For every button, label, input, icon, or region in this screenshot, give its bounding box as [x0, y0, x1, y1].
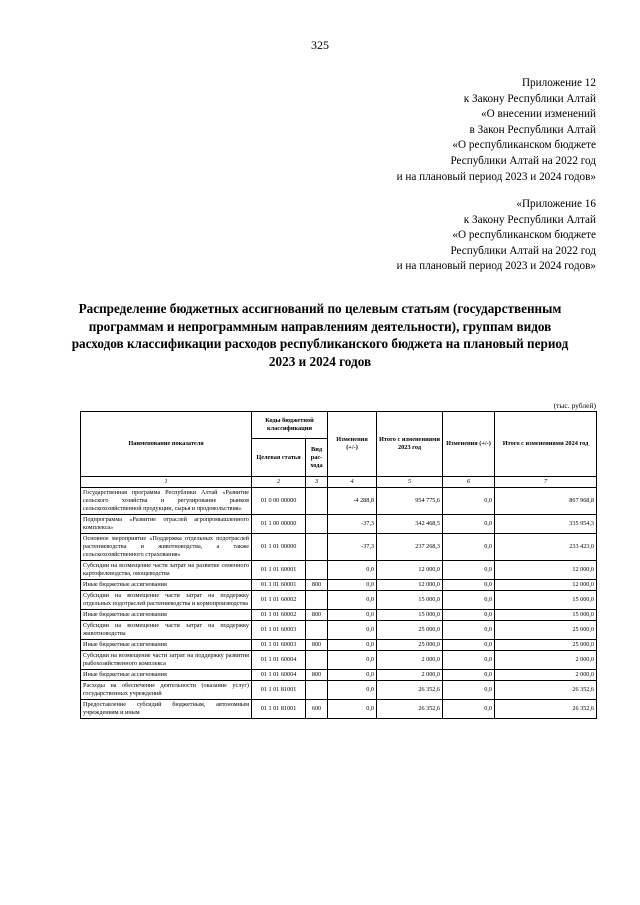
- budget-table: [80, 411, 597, 719]
- total-2023-cell: 342 468,5: [377, 515, 443, 534]
- target-code-cell: 01 1 01 81001: [252, 700, 306, 719]
- total-2024-cell: 26 352,6: [495, 681, 597, 700]
- table-row: [81, 561, 597, 580]
- appendix-16-heading: [397, 197, 596, 275]
- row-name-cell: Иные бюджетные ассигнования: [81, 580, 252, 591]
- change-2023-cell: 0,0: [328, 700, 377, 719]
- expense-kind-cell: 800: [306, 580, 328, 591]
- table-row: [81, 580, 597, 591]
- header-total-2024: Итого с изменениями 2024 год: [495, 412, 597, 477]
- column-index-row: [81, 477, 597, 488]
- total-2024-cell: 2 000,0: [495, 651, 597, 670]
- page-number: 325: [311, 38, 329, 52]
- appendix-line: «О республиканском бюджете: [452, 139, 596, 152]
- expense-kind-cell: 800: [306, 610, 328, 621]
- target-code-cell: 01 1 01 60001: [252, 580, 306, 591]
- change-2024-cell: 0,0: [443, 515, 495, 534]
- table-row: [81, 610, 597, 621]
- change-2023-cell: 0,0: [328, 670, 377, 681]
- change-2023-cell: 0,0: [328, 640, 377, 651]
- change-2023-cell: 0,0: [328, 610, 377, 621]
- table-row: [81, 700, 597, 719]
- change-2023-cell: 0,0: [328, 681, 377, 700]
- total-2024-cell: 335 954,3: [495, 515, 597, 534]
- expense-kind-cell: [306, 651, 328, 670]
- total-2024-cell: 25 000,0: [495, 621, 597, 640]
- appendix-12-heading: [397, 76, 596, 185]
- change-2024-cell: 0,0: [443, 534, 495, 561]
- target-code-cell: 01 1 01 60003: [252, 640, 306, 651]
- total-2023-cell: 25 000,0: [377, 640, 443, 651]
- expense-kind-cell: [306, 621, 328, 640]
- target-code-cell: 01 1 01 81001: [252, 681, 306, 700]
- change-2023-cell: 0,0: [328, 580, 377, 591]
- appendix-line: в Закон Республики Алтай: [469, 123, 596, 136]
- index-cell: 2: [252, 477, 306, 488]
- expense-kind-cell: [306, 561, 328, 580]
- total-2023-cell: 26 352,6: [377, 700, 443, 719]
- total-2023-cell: 2 000,0: [377, 670, 443, 681]
- total-2024-cell: 12 000,0: [495, 580, 597, 591]
- total-2024-cell: 867 968,8: [495, 488, 597, 515]
- table-row: [81, 515, 597, 534]
- row-name-cell: Субсидии на возмещение части затрат на поддержку развития рыбохозяйственного комплекса: [81, 651, 252, 670]
- change-2023-cell: 0,0: [328, 591, 377, 610]
- appendix-line: и на плановый период 2023 и 2024 годов»: [396, 260, 596, 273]
- table-row: [81, 534, 597, 561]
- row-name-cell: Субсидии на возмещение части затрат на поддержку отдельных подотраслей растениеводства и кормопроизводства: [81, 591, 252, 610]
- total-2023-cell: 25 000,0: [377, 621, 443, 640]
- change-2024-cell: 0,0: [443, 621, 495, 640]
- change-2023-cell: -4 288,8: [328, 488, 377, 515]
- total-2023-cell: 26 352,6: [377, 681, 443, 700]
- header-codes: Коды бюджетной классификации: [252, 412, 328, 439]
- table-row: [81, 670, 597, 681]
- appendix-line: «О республиканском бюджете: [452, 229, 596, 242]
- total-2023-cell: 2 000,0: [377, 651, 443, 670]
- change-2023-cell: -37,3: [328, 534, 377, 561]
- table-row: [81, 591, 597, 610]
- row-name-cell: Иные бюджетные ассигнования: [81, 610, 252, 621]
- total-2023-cell: 954 775,6: [377, 488, 443, 515]
- target-code-cell: 01 1 01 60002: [252, 591, 306, 610]
- expense-kind-cell: [306, 591, 328, 610]
- table-row: [81, 681, 597, 700]
- target-code-cell: 01 1 00 00000: [252, 515, 306, 534]
- change-2024-cell: 0,0: [443, 651, 495, 670]
- change-2024-cell: 0,0: [443, 488, 495, 515]
- target-code-cell: 01 0 00 00000: [252, 488, 306, 515]
- row-name-cell: Иные бюджетные ассигнования: [81, 640, 252, 651]
- change-2024-cell: 0,0: [443, 561, 495, 580]
- header-change-2023: Изменения (+/-): [328, 412, 377, 477]
- total-2023-cell: 15 000,0: [377, 610, 443, 621]
- target-code-cell: 01 1 01 60004: [252, 670, 306, 681]
- header-target: Целевая статья: [252, 439, 306, 477]
- change-2024-cell: 0,0: [443, 700, 495, 719]
- total-2023-cell: 237 268,3: [377, 534, 443, 561]
- target-code-cell: 01 1 01 00000: [252, 534, 306, 561]
- header-total-2023: Итого с изменениями 2023 год: [377, 412, 443, 477]
- change-2024-cell: 0,0: [443, 610, 495, 621]
- table-body: [81, 477, 597, 719]
- row-name-cell: Предоставление субсидий бюджетным, автономным учреждениям и иным: [81, 700, 252, 719]
- index-cell: 5: [377, 477, 443, 488]
- row-name-cell: Подпрограмма «Развитие отраслей агропромышленного комплекса»: [81, 515, 252, 534]
- table-row: [81, 621, 597, 640]
- target-code-cell: 01 1 01 60002: [252, 610, 306, 621]
- expense-kind-cell: [306, 681, 328, 700]
- target-code-cell: 01 1 01 60004: [252, 651, 306, 670]
- appendix-line: и на плановый период 2023 и 2024 годов»: [396, 170, 596, 183]
- appendix-line: Республики Алтай на 2022 год: [450, 244, 596, 257]
- change-2023-cell: -37,3: [328, 515, 377, 534]
- change-2023-cell: 0,0: [328, 561, 377, 580]
- target-code-cell: 01 1 01 60003: [252, 621, 306, 640]
- index-cell: 3: [306, 477, 328, 488]
- index-cell: 4: [328, 477, 377, 488]
- total-2024-cell: 12 000,0: [495, 561, 597, 580]
- total-2023-cell: 15 000,0: [377, 591, 443, 610]
- index-cell: 6: [443, 477, 495, 488]
- table-row: [81, 488, 597, 515]
- table-row: [81, 651, 597, 670]
- row-name-cell: Иные бюджетные ассигнования: [81, 670, 252, 681]
- change-2023-cell: 0,0: [328, 651, 377, 670]
- change-2024-cell: 0,0: [443, 580, 495, 591]
- appendix-line: Республики Алтай на 2022 год: [450, 154, 596, 167]
- change-2024-cell: 0,0: [443, 670, 495, 681]
- change-2024-cell: 0,0: [443, 681, 495, 700]
- row-name-cell: Расходы на обеспечение деятельности (оказание услуг) государственных учреждений: [81, 681, 252, 700]
- row-name-cell: Основное мероприятие «Поддержка отдельных подотраслей растениеводства и животноводства, а также сельскохозяйственного страхования»: [81, 534, 252, 561]
- header-change-2024: Изменения (+/-): [443, 412, 495, 477]
- total-2024-cell: 25 000,0: [495, 640, 597, 651]
- target-code-cell: 01 1 01 60001: [252, 561, 306, 580]
- total-2023-cell: 12 000,0: [377, 561, 443, 580]
- expense-kind-cell: 800: [306, 670, 328, 681]
- appendix-line: Приложение 12: [521, 77, 596, 89]
- index-cell: 7: [495, 477, 597, 488]
- row-name-cell: Государственная программа Республики Алтай «Развитие сельского хозяйства и регулирование рынков сельскохозяйственной продукции, сырья и продовольствия»: [81, 488, 252, 515]
- appendix-line: к Закону Республики Алтай: [463, 92, 596, 105]
- change-2024-cell: 0,0: [443, 591, 495, 610]
- expense-kind-cell: [306, 534, 328, 561]
- change-2023-cell: 0,0: [328, 621, 377, 640]
- index-cell: 1: [81, 477, 252, 488]
- expense-kind-cell: 800: [306, 640, 328, 651]
- expense-kind-cell: [306, 488, 328, 515]
- total-2024-cell: 15 000,0: [495, 610, 597, 621]
- total-2024-cell: 26 352,6: [495, 700, 597, 719]
- change-2024-cell: 0,0: [443, 640, 495, 651]
- header-kind: Вид рас-хода: [306, 439, 328, 477]
- expense-kind-cell: [306, 515, 328, 534]
- expense-kind-cell: 600: [306, 700, 328, 719]
- units-label: (тыс. рублей): [553, 401, 596, 410]
- appendix-line: к Закону Республики Алтай: [463, 213, 596, 226]
- table-row: [81, 640, 597, 651]
- appendix-line: «Приложение 16: [516, 198, 596, 210]
- row-name-cell: Субсидии на возмещение части затрат на развитие семенного картофелеводства, овощеводства: [81, 561, 252, 580]
- total-2024-cell: 2 000,0: [495, 670, 597, 681]
- row-name-cell: Субсидии на возмещение части затрат на поддержку животноводства: [81, 621, 252, 640]
- total-2024-cell: 15 000,0: [495, 591, 597, 610]
- total-2023-cell: 12 000,0: [377, 580, 443, 591]
- total-2024-cell: 233 423,0: [495, 534, 597, 561]
- document-title: Распределение бюджетных ассигнований по целевым статьям (государственным программам и непрограммным направлениям деятельности), группам видов расходов классификации расходов республиканского бюджета на плановый период 2023 и 2024 годов: [71, 301, 569, 369]
- header-name: Наименование показателя: [81, 412, 252, 477]
- appendix-line: «О внесении изменений: [480, 108, 596, 121]
